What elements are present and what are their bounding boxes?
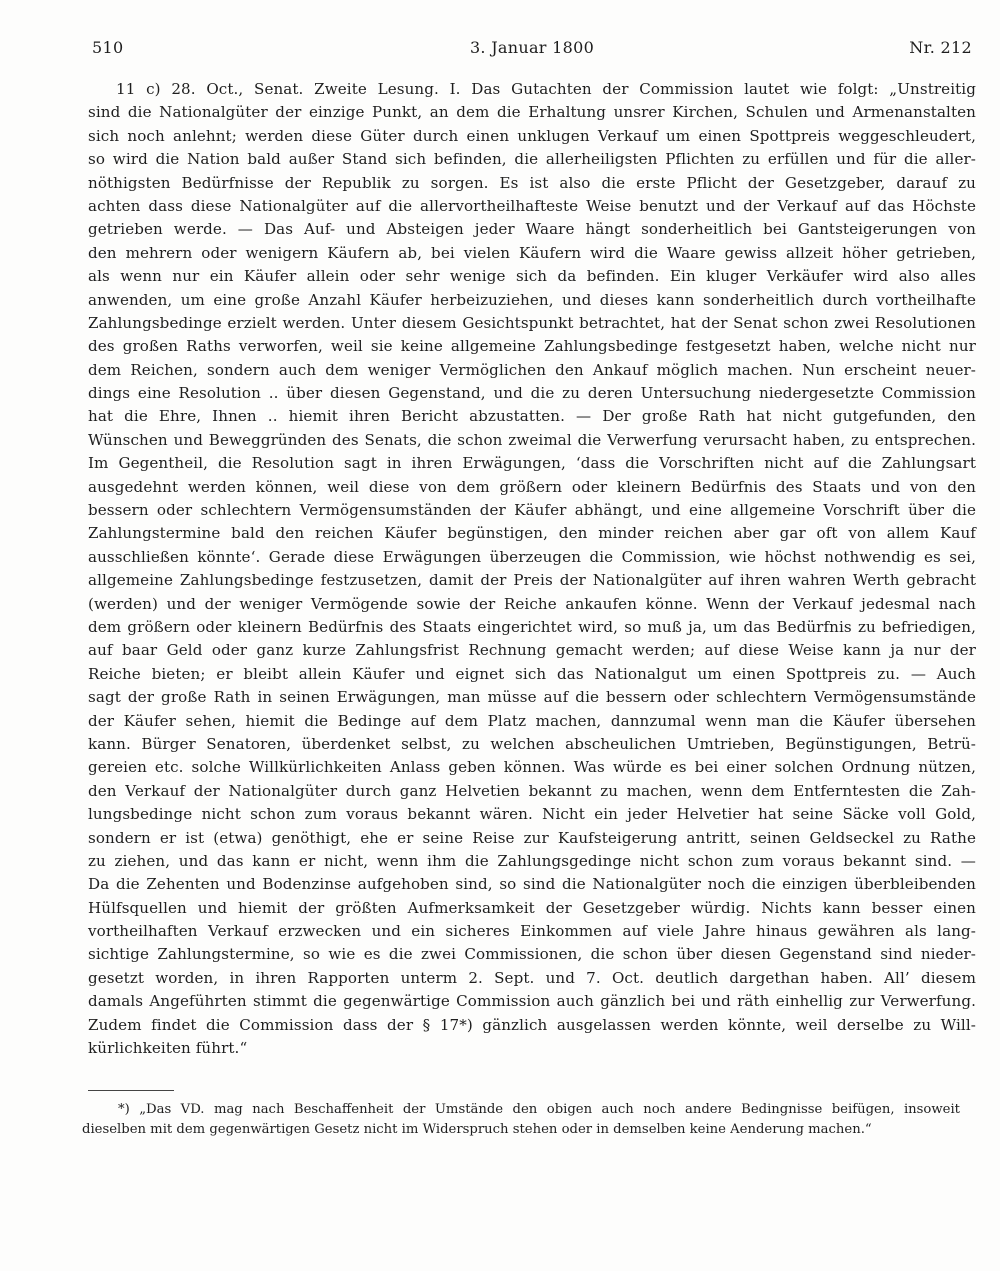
- footnote: [82, 1100, 960, 1140]
- text-line: gesetzt worden, in ihren Rapporten unterm 2. Sept. und 7. Oct. deutlich dargethan haben. All’ diesem: [88, 968, 976, 987]
- page-header: [92, 38, 972, 62]
- text-line: sich noch anlehnt; werden diese Güter durch einen unklugen Verkauf um einen Spottpreis weggeschleudert,: [88, 126, 976, 145]
- text-line: dings eine Resolution .. über diesen Gegenstand, und die zu deren Untersuchung niedergesetzte Commission: [88, 384, 976, 403]
- text-line: auf baar Geld oder ganz kurze Zahlungsfrist Rechnung gemacht werden; auf diese Weise kann ja nur der: [88, 641, 976, 660]
- text-line: den mehrern oder wenigern Käufern ab, bei vielen Käufern wird die Waare gewiss allzeit höher getrieben,: [88, 243, 976, 262]
- text-line: Zahlungsbedinge erzielt werden. Unter diesem Gesichtspunkt betrachtet, hat der Senat schon zwei Resolutionen: [88, 313, 976, 332]
- document-number: Nr. 212: [909, 38, 972, 57]
- text-line: Zudem findet die Commission dass der § 17*) gänzlich ausgelassen werden könnte, weil derselbe zu Will-: [88, 1015, 976, 1034]
- text-line: der Käufer sehen, hiemit die Bedinge auf dem Platz machen, dannzumal wenn man die Käufer übersehen: [88, 711, 976, 730]
- text-line: vortheilhaften Verkauf erzwecken und ein sicheres Einkommen auf viele Jahre hinaus gewähren als lang-: [88, 922, 976, 941]
- page-date: 3. Januar 1800: [469, 38, 595, 57]
- text-line: sondern er ist (etwa) genöthigt, ehe er seine Reise zur Kaufsteigerung antritt, seinen Geldseckel zu Rathe: [88, 828, 976, 847]
- text-line: Hülfsquellen und hiemit der größten Aufmerksamkeit der Gesetzgeber würdig. Nichts kann besser einen: [88, 898, 976, 917]
- text-line: achten dass diese Nationalgüter auf die allervortheilhafteste Weise benutzt und der Verkauf auf das Höchste: [88, 196, 976, 215]
- text-line: als wenn nur ein Käufer allein oder sehr wenige sich da befinden. Ein kluger Verkäufer wird also alles: [88, 267, 976, 286]
- text-line: ausgedehnt werden können, weil diese von dem größern oder kleinern Bedürfnis des Staats und von den: [88, 477, 976, 496]
- page-number: 510: [92, 38, 124, 57]
- text-line: sind die Nationalgüter der einzige Punkt, an dem die Erhaltung unsrer Kirchen, Schulen und Armenanstalten: [88, 103, 976, 122]
- text-line: Reiche bieten; er bleibt allein Käufer und eignet sich das Nationalgut um einen Spottpreis zu. — Auch: [88, 664, 976, 683]
- text-line: zu ziehen, und das kann er nicht, wenn ihm die Zahlungsgedinge nicht schon zum voraus bekannt sind. —: [88, 851, 976, 870]
- text-line: des großen Raths verworfen, weil sie keine allgemeine Zahlungsbedinge festgesetzt haben, welche nicht nur: [88, 337, 976, 356]
- text-line: gereien etc. solche Willkürlichkeiten Anlass geben können. Was würde es bei einer solchen Ordnung nützen,: [88, 758, 976, 777]
- text-line: ausschließen könnte‘. Gerade diese Erwägungen überzeugen die Commission, wie höchst nothwendig es sei,: [88, 547, 976, 566]
- text-line: kürlichkeiten führt.“: [88, 1039, 248, 1058]
- text-line: allgemeine Zahlungsbedinge festzusetzen, damit der Preis der Nationalgüter auf ihren wahren Werth gebracht: [88, 571, 976, 590]
- text-line: den Verkauf der Nationalgüter durch ganz Helvetien bekannt zu machen, wenn dem Entferntesten die Zah-: [88, 781, 976, 800]
- text-line: (werden) und der weniger Vermögende sowie der Reiche ankaufen könne. Wenn der Verkauf jedesmal nach: [88, 594, 976, 613]
- text-line: so wird die Nation bald außer Stand sich befinden, die allerheiligsten Pflichten zu erfüllen und für die aller-: [88, 150, 976, 169]
- text-line: bessern oder schlechtern Vermögensumständen der Käufer abhängt, und eine allgemeine Vorschrift über die: [88, 501, 976, 520]
- text-line: damals Angeführten stimmt die gegenwärtige Commission auch gänzlich bei und räth einhellig zur Verwerfung.: [88, 992, 976, 1011]
- text-line: Zahlungstermine bald den reichen Käufer begünstigen, den minder reichen aber gar oft von allem Kauf: [88, 524, 976, 543]
- text-line: hat die Ehre, Ihnen .. hiemit ihren Bericht abzustatten. — Der große Rath hat nicht gutgefunden, den: [88, 407, 976, 426]
- text-line: dem Reichen, sondern auch dem weniger Vermöglichen den Ankauf möglich machen. Nun erscheint neuer-: [88, 360, 976, 379]
- main-paragraph: [88, 78, 976, 1060]
- text-line: nöthigsten Bedürfnisse der Republik zu sorgen. Es ist also die erste Pflicht der Gesetzgeber, darauf zu: [88, 173, 976, 192]
- text-line: sagt der große Rath in seinen Erwägungen, man müsse auf die bessern oder schlechtern Vermögensumstände: [88, 688, 976, 707]
- text-line: getrieben werde. — Das Auf- und Absteigen jeder Waare hängt sonderheitlich bei Gantsteigerungen von: [88, 220, 976, 239]
- text-line: 11 c) 28. Oct., Senat. Zweite Lesung. I. Das Gutachten der Commission lautet wie folgt: „Unstreitig: [116, 80, 976, 98]
- footnote-line: dieselben mit dem gegenwärtigen Gesetz nicht im Widerspruch stehen oder in demselben keine Aenderung machen.“: [82, 1122, 872, 1137]
- text-line: Im Gegentheil, die Resolution sagt in ihren Erwägungen, ‘dass die Vorschriften nicht auf die Zahlungsart: [88, 454, 976, 473]
- text-line: lungsbedinge nicht schon zum voraus bekannt wären. Nicht ein jeder Helvetier hat seine Säcke voll Gold,: [88, 805, 976, 824]
- footnote-divider: [88, 1090, 174, 1091]
- text-line: kann. Bürger Senatoren, überdenket selbst, zu welchen abscheulichen Umtrieben, Begünstigungen, Betrü-: [88, 734, 976, 753]
- text-line: sichtige Zahlungstermine, so wie es die zwei Commissionen, die schon über diesen Gegenstand sind nieder-: [88, 945, 976, 964]
- text-line: anwenden, um eine große Anzahl Käufer herbeizuziehen, und dieses kann sonderheitlich durch vortheilhafte: [88, 290, 976, 309]
- footnote-line: *) „Das VD. mag nach Beschaffenheit der Umstände den obigen auch noch andere Bedingnisse beifügen, insoweit: [118, 1102, 960, 1117]
- text-line: dem größern oder kleinern Bedürfnis des Staats eingerichtet wird, so muß ja, um das Bedürfnis zu befriedigen,: [88, 617, 976, 636]
- text-line: Da die Zehenten und Bodenzinse aufgehoben sind, so sind die Nationalgüter noch die einzigen überbleibenden: [88, 875, 976, 894]
- text-line: Wünschen und Beweggründen des Senats, die schon zweimal die Verwerfung verursacht haben, zu entsprechen.: [88, 430, 976, 449]
